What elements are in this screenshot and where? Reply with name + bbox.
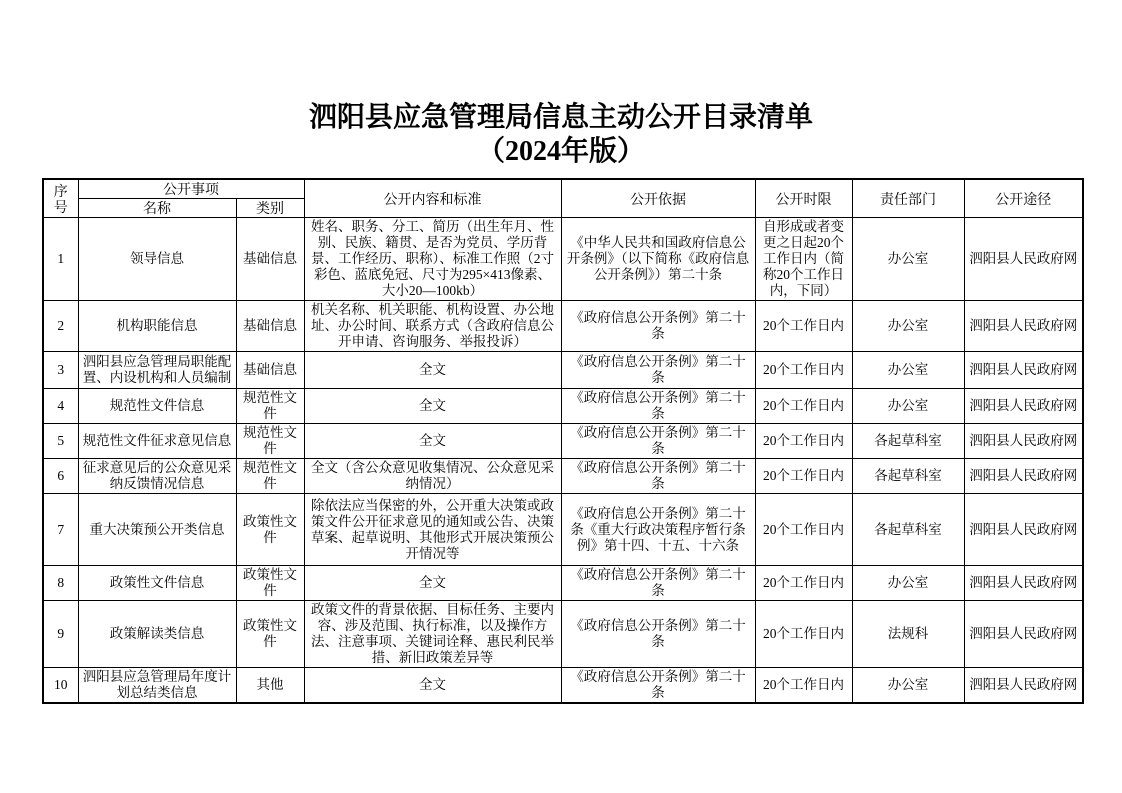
cell-channel: 泗阳县人民政府网 <box>964 389 1083 424</box>
cell-time-limit: 20个工作日内 <box>755 389 852 424</box>
cell-department: 各起草科室 <box>852 424 964 459</box>
cell-department: 各起草科室 <box>852 494 964 566</box>
cell-name: 机构职能信息 <box>78 301 236 352</box>
header-row-1 <box>43 179 1083 199</box>
cell-serial: 7 <box>43 494 78 566</box>
cell-channel: 泗阳县人民政府网 <box>964 352 1083 389</box>
cell-category: 规范性文件 <box>236 424 304 459</box>
table-row <box>43 301 1083 352</box>
cell-name: 征求意见后的公众意见采纳反馈情况信息 <box>78 459 236 494</box>
cell-content: 姓名、职务、分工、简历（出生年月、性别、民族、籍贯、是否为党员、学历背景、工作经历、职称）、标准工作照（2寸彩色、蓝底免冠、尺寸为295×413像素、大小20—100kb） <box>304 218 561 301</box>
cell-department: 办公室 <box>852 352 964 389</box>
cell-name: 泗阳县应急管理局年度计划总结类信息 <box>78 668 236 704</box>
col-header-name: 名称 <box>78 199 236 218</box>
cell-name: 规范性文件征求意见信息 <box>78 424 236 459</box>
cell-category: 其他 <box>236 668 304 704</box>
cell-content: 全文 <box>304 352 561 389</box>
cell-time-limit: 20个工作日内 <box>755 494 852 566</box>
table-row <box>43 668 1083 704</box>
cell-channel: 泗阳县人民政府网 <box>964 218 1083 301</box>
title-line-1: 泗阳县应急管理局信息主动公开目录清单 <box>308 102 813 133</box>
cell-department: 办公室 <box>852 218 964 301</box>
cell-serial: 3 <box>43 352 78 389</box>
cell-name: 政策解读类信息 <box>78 601 236 668</box>
cell-content: 机关名称、机关职能、机构设置、办公地址、办公时间、联系方式（含政府信息公开申请、咨询服务、举报投诉） <box>304 301 561 352</box>
table-row <box>43 494 1083 566</box>
col-header-category: 类别 <box>236 199 304 218</box>
col-header-item-group: 公开事项 <box>78 179 304 199</box>
cell-time-limit: 20个工作日内 <box>755 301 852 352</box>
cell-name: 重大决策预公开类信息 <box>78 494 236 566</box>
col-header-time-limit: 公开时限 <box>755 179 852 218</box>
cell-department: 办公室 <box>852 668 964 704</box>
cell-serial: 2 <box>43 301 78 352</box>
cell-category: 基础信息 <box>236 218 304 301</box>
cell-basis: 《政府信息公开条例》第二十条 <box>561 601 755 668</box>
cell-time-limit: 20个工作日内 <box>755 424 852 459</box>
col-header-department: 责任部门 <box>852 179 964 218</box>
cell-content: 全文 <box>304 424 561 459</box>
table-row <box>43 352 1083 389</box>
cell-content: 全文 <box>304 668 561 704</box>
table-row <box>43 424 1083 459</box>
cell-channel: 泗阳县人民政府网 <box>964 494 1083 566</box>
cell-time-limit: 20个工作日内 <box>755 352 852 389</box>
cell-time-limit: 20个工作日内 <box>755 459 852 494</box>
cell-basis: 《政府信息公开条例》第二十条 <box>561 301 755 352</box>
cell-serial: 9 <box>43 601 78 668</box>
cell-channel: 泗阳县人民政府网 <box>964 668 1083 704</box>
table-row <box>43 601 1083 668</box>
cell-name: 政策性文件信息 <box>78 566 236 601</box>
cell-name: 规范性文件信息 <box>78 389 236 424</box>
cell-basis: 《政府信息公开条例》第二十条 <box>561 424 755 459</box>
title-line-2: （2024年版） <box>476 136 645 167</box>
cell-basis: 《政府信息公开条例》第二十条 <box>561 389 755 424</box>
cell-category: 基础信息 <box>236 352 304 389</box>
cell-time-limit: 20个工作日内 <box>755 566 852 601</box>
cell-channel: 泗阳县人民政府网 <box>964 301 1083 352</box>
cell-serial: 8 <box>43 566 78 601</box>
cell-channel: 泗阳县人民政府网 <box>964 424 1083 459</box>
cell-department: 各起草科室 <box>852 459 964 494</box>
cell-category: 政策性文件 <box>236 566 304 601</box>
cell-department: 办公室 <box>852 301 964 352</box>
cell-name: 领导信息 <box>78 218 236 301</box>
cell-channel: 泗阳县人民政府网 <box>964 601 1083 668</box>
disclosure-catalog-table <box>42 178 1084 704</box>
cell-department: 法规科 <box>852 601 964 668</box>
cell-category: 基础信息 <box>236 301 304 352</box>
document-title <box>0 0 1122 169</box>
cell-basis: 《政府信息公开条例》第二十条 <box>561 668 755 704</box>
cell-serial: 4 <box>43 389 78 424</box>
cell-basis: 《政府信息公开条例》第二十条《重大行政决策程序暂行条例》第十四、十五、十六条 <box>561 494 755 566</box>
cell-serial: 6 <box>43 459 78 494</box>
col-header-channel: 公开途径 <box>964 179 1083 218</box>
cell-content: 政策文件的背景依据、目标任务、主要内容、涉及范围、执行标准，以及操作方法、注意事项、关键词诠释、惠民利民举措、新旧政策差异等 <box>304 601 561 668</box>
cell-basis: 《中华人民共和国政府信息公开条例》（以下简称《政府信息公开条例》）第二十条 <box>561 218 755 301</box>
col-header-content: 公开内容和标准 <box>304 179 561 218</box>
cell-category: 政策性文件 <box>236 601 304 668</box>
cell-name: 泗阳县应急管理局职能配置、内设机构和人员编制 <box>78 352 236 389</box>
table-row <box>43 459 1083 494</box>
cell-category: 规范性文件 <box>236 389 304 424</box>
cell-channel: 泗阳县人民政府网 <box>964 459 1083 494</box>
cell-category: 规范性文件 <box>236 459 304 494</box>
cell-content: 全文（含公众意见收集情况、公众意见采纳情况） <box>304 459 561 494</box>
cell-time-limit: 20个工作日内 <box>755 601 852 668</box>
cell-department: 办公室 <box>852 389 964 424</box>
col-header-serial: 序号 <box>43 179 78 218</box>
table-row <box>43 389 1083 424</box>
cell-category: 政策性文件 <box>236 494 304 566</box>
cell-content: 全文 <box>304 389 561 424</box>
table-row <box>43 218 1083 301</box>
table-row <box>43 566 1083 601</box>
cell-content: 全文 <box>304 566 561 601</box>
cell-serial: 10 <box>43 668 78 704</box>
cell-serial: 5 <box>43 424 78 459</box>
cell-time-limit: 20个工作日内 <box>755 668 852 704</box>
cell-basis: 《政府信息公开条例》第二十条 <box>561 459 755 494</box>
cell-channel: 泗阳县人民政府网 <box>964 566 1083 601</box>
col-header-basis: 公开依据 <box>561 179 755 218</box>
cell-basis: 《政府信息公开条例》第二十条 <box>561 566 755 601</box>
cell-basis: 《政府信息公开条例》第二十条 <box>561 352 755 389</box>
cell-serial: 1 <box>43 218 78 301</box>
cell-content: 除依法应当保密的外，公开重大决策或政策文件公开征求意见的通知或公告、决策草案、起草说明、其他形式开展决策预公开情况等 <box>304 494 561 566</box>
cell-time-limit: 自形成或者变更之日起20个工作日内（简称20个工作日内，下同） <box>755 218 852 301</box>
cell-department: 办公室 <box>852 566 964 601</box>
